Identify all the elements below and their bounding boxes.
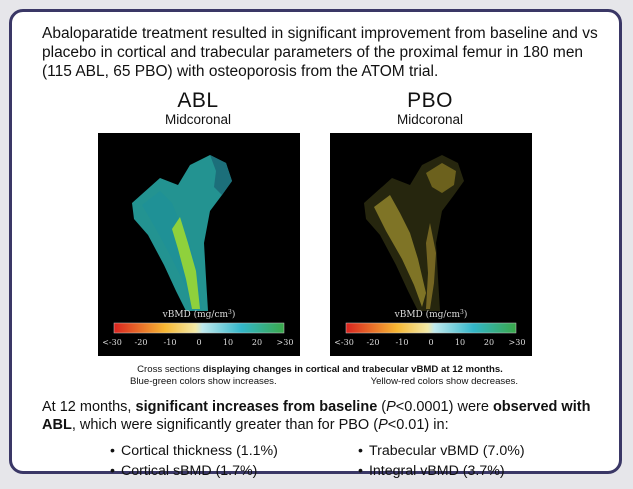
- pbo-panel-title: PBO: [407, 89, 453, 112]
- svg-text:-20: -20: [366, 338, 380, 347]
- results-list-right: [358, 441, 525, 481]
- abl-colorbar-ticks: [102, 338, 293, 347]
- svg-text:-20: -20: [134, 338, 148, 347]
- abl-colorbar: [114, 323, 284, 333]
- svg-text:0: 0: [196, 338, 202, 347]
- list-item: • Trabecular vBMD (7.0%): [358, 441, 525, 461]
- info-card: [9, 9, 622, 479]
- svg-text:-10: -10: [163, 338, 177, 347]
- pbo-colorbar-label: vBMD $(mg/cm^3)$: [394, 309, 468, 320]
- abl-femur-shape: [132, 155, 232, 311]
- pbo-femur-shape: [364, 155, 464, 311]
- caption-decrease-note: Yellow-red colors show decreases.: [370, 376, 518, 387]
- svg-text:20: 20: [251, 338, 263, 347]
- intro-text: Abaloparatide treatment resulted in significant improvement from baseline and vs placebo in cortical and trabecular parameters of the proximal femur in 180 men (115 ABL, 65 PBO) with osteoporosis from the ATOM trial.: [42, 25, 598, 80]
- svg-text:>30: >30: [508, 338, 526, 347]
- caption-increase-note: Blue-green colors show increases.: [130, 376, 277, 387]
- list-item: • Cortical thickness (1.1%): [110, 441, 278, 461]
- list-item: • Cortical sBMD (1.7%): [110, 461, 278, 481]
- abl-panel-subtitle: Midcoronal: [164, 112, 232, 127]
- figure-caption: Cross sections displaying changes in cortical and trabecular vBMD at 12 months. Blue-green colors show increases. Yellow-red colors show decreases.: [130, 364, 518, 387]
- pbo-femur-scan: [330, 133, 532, 356]
- summary-text: At 12 months, significant increases from baseline (P<0.0001) were observed with ABL, which were significantly greater than for PBO (P<0.01) in:: [42, 399, 591, 433]
- svg-text:10: 10: [222, 338, 234, 347]
- svg-text:<-30: <-30: [102, 338, 122, 347]
- svg-text:10: 10: [454, 338, 466, 347]
- results-list-left: [110, 441, 278, 481]
- abl-colorbar-label: vBMD $(mg/cm^3)$: [162, 309, 236, 320]
- abl-panel-title: ABL: [177, 89, 219, 112]
- pbo-colorbar: [346, 323, 516, 333]
- svg-text:>30: >30: [276, 338, 294, 347]
- list-item: • Integral vBMD (3.7%): [358, 461, 525, 481]
- abl-femur-scan: [98, 133, 300, 356]
- svg-text:-10: -10: [395, 338, 409, 347]
- pbo-panel-subtitle: Midcoronal: [396, 112, 464, 127]
- svg-text:<-30: <-30: [334, 338, 354, 347]
- svg-text:20: 20: [483, 338, 495, 347]
- svg-text:0: 0: [428, 338, 434, 347]
- pbo-colorbar-ticks: [334, 338, 525, 347]
